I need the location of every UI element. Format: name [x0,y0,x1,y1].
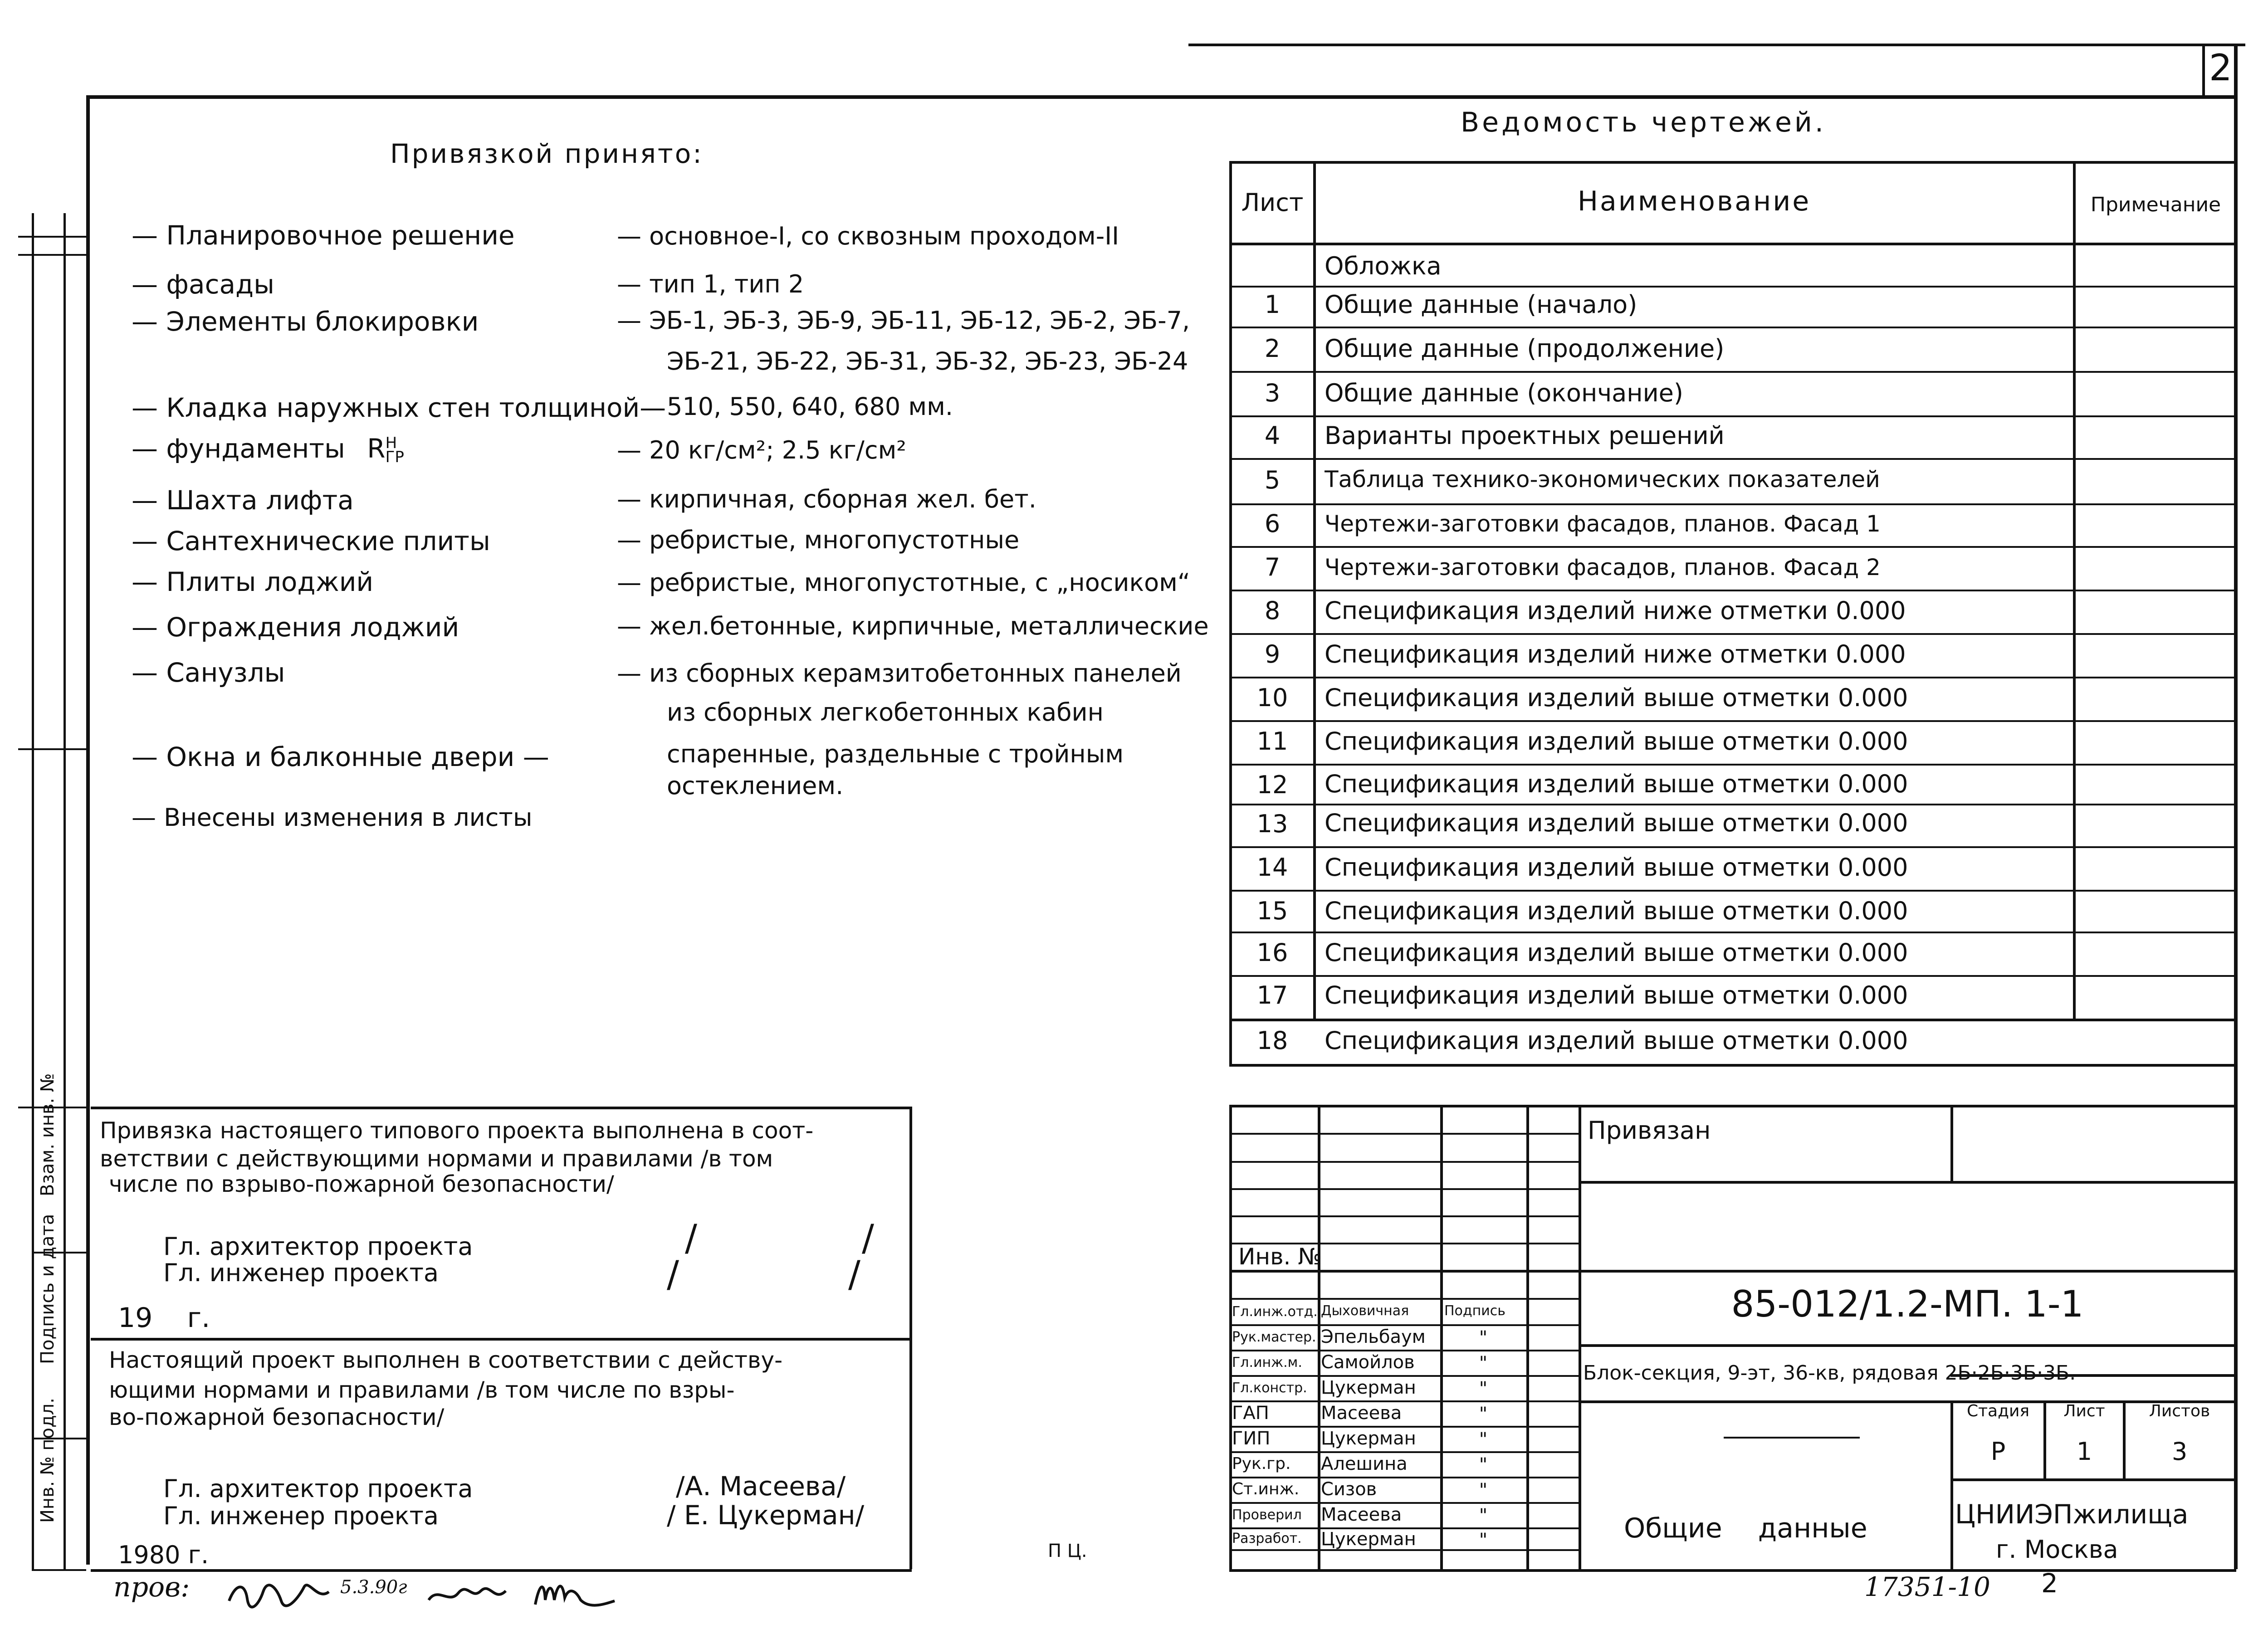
side-stamp-signature-date: Подпись и дата [37,1214,58,1364]
vedomost-row-number: 8 [1264,596,1281,625]
vedomost-row-number: 2 [1264,334,1281,363]
stamp-role: ГАП [1232,1403,1269,1424]
footer-checked-date: 5.3.90г [340,1577,407,1598]
binding-architect-label: Гл. архитектор проекта [163,1232,473,1261]
signature-controller [426,1573,617,1618]
vedomost-header-note: Примечание [2090,193,2221,216]
vedomost-row-name: Спецификация изделий ниже отметки 0.000 [1325,596,1906,625]
project-note-line: ющими нормами и правилами /в том числе по взры- [109,1377,735,1403]
footer-archive-number: 17351-10 [1864,1571,1990,1602]
binding-engineer-label: Гл. инженер проекта [163,1258,439,1287]
stamp-role: Проверил [1232,1507,1302,1523]
accepted-value: спаренные, раздельные с тройным [667,740,1124,768]
vedomost-header-name: Наименование [1577,185,1811,217]
accepted-label: — Внесены изменения в листы [132,803,533,832]
accepted-value: — ЭБ-1, ЭБ-3, ЭБ-9, ЭБ-11, ЭБ-12, ЭБ-2, ЭБ-7, [617,306,1190,335]
stamp-sign: " [1479,1530,1488,1551]
accepted-label: — фасады [132,269,274,300]
binding-slash: / [848,1253,860,1295]
vedomost-row-number: 15 [1256,897,1288,925]
stamp-stage-header: Стадия [1966,1402,2030,1420]
footer-mid-mark: П Ц. [1048,1541,1087,1561]
vedomost-row-number: 7 [1264,553,1281,581]
stamp-role: Гл.инж.м. [1232,1355,1302,1371]
project-engineer-name: / Е. Цукерман/ [667,1500,865,1531]
vedomost-row-number: 14 [1256,853,1288,882]
stamp-name: Цукерман [1321,1428,1416,1449]
stamp-name: Масеева [1321,1403,1402,1424]
binding-year: 19 г. [118,1302,210,1334]
vedomost-header-sheet: Лист [1241,188,1304,217]
vedomost-row-name: Спецификация изделий выше отметки 0.000 [1325,938,1908,967]
stamp-name: Дыховичная [1321,1303,1409,1319]
vedomost-row-name: Спецификация изделий выше отметки 0.000 [1325,897,1908,925]
vedomost-row-number: 3 [1264,379,1281,407]
binding-slash: / [667,1253,679,1295]
accepted-label: — Шахта лифта [132,485,354,516]
stamp-sign-header: Подпись [1444,1303,1505,1319]
stamp-stage: Р [1990,1437,2006,1466]
vedomost-row-name: Общие данные (продолжение) [1325,334,1725,363]
symbol-sub: ГР [385,448,404,466]
vedomost-row-number: 5 [1264,466,1281,494]
accepted-label: — Сантехнические плиты [132,526,490,556]
footer-checked: пров: [113,1571,190,1603]
vedomost-row-name: Спецификация изделий выше отметки 0.000 [1325,727,1908,756]
stamp-role: Рук.гр. [1232,1454,1291,1473]
stamp-sign: " [1479,1454,1488,1475]
accepted-value: — жел.бетонные, кирпичные, металлические [617,612,1209,640]
stamp-role: Рук.мастер. [1232,1329,1316,1345]
vedomost-row-number: 1 [1264,290,1281,319]
accepted-value-cont: остеклением. [667,771,844,800]
accepted-label: — Санузлы [132,657,285,688]
stamp-organization: ЦНИИЭПжилища [1955,1499,2189,1530]
project-note-line: во-пожарной безопасности/ [109,1404,445,1430]
vedomost-row-number: 10 [1256,683,1288,712]
accepted-value: — 20 кг/см²; 2.5 кг/см² [617,436,906,464]
accepted-title: Привязкой принято: [390,138,704,169]
vedomost-row-name: Спецификация изделий выше отметки 0.000 [1325,809,1908,837]
accepted-label: — Плиты лоджий [132,566,374,597]
vedomost-row-name: Спецификация изделий выше отметки 0.000 [1325,981,1908,1010]
stamp-name: Сизов [1321,1479,1377,1500]
project-note-line: Настоящий проект выполнен в соответствии с действу- [109,1347,783,1373]
accepted-value-cont: из сборных легкобетонных кабин [667,698,1104,727]
stamp-code: 85-012/1.2-МП. 1-1 [1731,1283,2084,1325]
stamp-sheet: 1 [2076,1437,2092,1466]
vedomost-row-name: Спецификация изделий выше отметки 0.000 [1325,1026,1908,1055]
footer-page: 2 [2041,1568,2058,1599]
accepted-value: — основное-I, со сквозным проходом-II [617,222,1119,250]
vedomost-row-name: Спецификация изделий выше отметки 0.000 [1325,683,1908,712]
vedomost-row-number: 17 [1256,981,1288,1010]
vedomost-row-name: Спецификация изделий выше отметки 0.000 [1325,853,1908,882]
vedomost-row-number: 12 [1256,771,1288,799]
vedomost-title: Ведомость чертежей. [1461,107,1826,138]
vedomost-row-name: Варианты проектных решений [1325,421,1725,450]
binding-slash: / [862,1217,874,1259]
accepted-label-text: — фундаменты [132,433,345,464]
accepted-value: — из сборных керамзитобетонных панелей [617,659,1182,688]
vedomost-row-number: 11 [1256,727,1288,756]
accepted-label [132,435,404,464]
stamp-bound-label: Привязан [1588,1116,1711,1145]
stamp-description: Блок-секция, 9-эт, 36-кв, рядовая 2Б·2Б·3Б·3Б. [1583,1361,2076,1385]
stamp-sheet-header: Лист [2063,1402,2105,1420]
stamp-role: ГИП [1232,1428,1271,1449]
stamp-sheets-header: Листов [2149,1402,2210,1420]
binding-note-line: ветствии с действующими нормами и правилами /в том [100,1146,773,1172]
accepted-label: — Планировочное решение [132,220,515,251]
accepted-value: — тип 1, тип 2 [617,270,804,298]
symbol-sup: Н [385,434,397,453]
accepted-label: — Кладка наружных стен толщиной— [132,392,666,423]
accepted-value: 510, 550, 640, 680 мм. [667,392,953,421]
vedomost-row-name: Обложка [1325,252,1442,280]
vedomost-row-name: Спецификация изделий ниже отметки 0.000 [1325,640,1906,668]
accepted-value: — ребристые, многопустотные, с „носиком“ [617,568,1190,597]
binding-note-line: числе по взрыво-пожарной безопасности/ [109,1171,614,1197]
vedomost-row-number: 16 [1256,938,1288,967]
stamp-sign: " [1479,1327,1488,1348]
vedomost-row-name: Общие данные (окончание) [1325,379,1683,407]
stamp-name: Цукерман [1321,1529,1416,1550]
accepted-value: — ребристые, многопустотные [617,526,1020,554]
stamp-sign: " [1479,1429,1488,1450]
accepted-label: — Элементы блокировки [132,306,479,337]
accepted-label: — Ограждения лоджий [132,612,459,643]
vedomost-row-number: 13 [1256,810,1288,838]
stamp-sign: " [1479,1353,1488,1374]
vedomost-row-name: Таблица технико-экономических показателей [1325,468,1880,491]
stamp-role: Гл.инж.отд. [1232,1304,1318,1320]
vedomost-row-number: 6 [1264,509,1281,538]
vedomost-row-number: 18 [1256,1026,1288,1055]
binding-slash: / [685,1217,697,1259]
stamp-sign: " [1479,1505,1488,1526]
stamp-sheets: 3 [2171,1437,2188,1466]
vedomost-row-number: 9 [1264,640,1281,668]
vedomost-row-name: Спецификация изделий выше отметки 0.000 [1325,770,1908,798]
stamp-name: Масеева [1321,1504,1402,1525]
signature-checker [227,1574,331,1614]
vedomost-row-name: Общие данные (начало) [1325,290,1637,319]
stamp-role: Гл.констр. [1232,1380,1307,1396]
stamp-role: Разработ. [1232,1531,1302,1546]
project-architect-label: Гл. архитектор проекта [163,1474,473,1503]
accepted-value-cont: ЭБ-21, ЭБ-22, ЭБ-31, ЭБ-32, ЭБ-23, ЭБ-24 [667,347,1188,376]
accepted-label-symbol: R Н ГР [367,433,404,466]
stamp-name: Цукерман [1321,1377,1416,1398]
stamp-inventory-label: Инв. № [1238,1244,1322,1270]
vedomost-row-name: Чертежи-заготовки фасадов, планов. Фасад 1 [1325,511,1881,537]
accepted-label: — Окна и балконные двери — [132,741,549,772]
stamp-sign: " [1479,1404,1488,1424]
vedomost-row-name: Чертежи-заготовки фасадов, планов. Фасад 2 [1325,554,1881,580]
stamp-city: г. Москва [1996,1535,2118,1564]
stamp-name: Алешина [1321,1454,1408,1474]
binding-note-line: Привязка настоящего типового проекта выполнена в соот- [100,1117,814,1144]
stamp-name: Эпельбаум [1321,1327,1426,1347]
project-engineer-label: Гл. инженер проекта [163,1502,439,1530]
project-year: 1980 г. [118,1541,209,1569]
stamp-name: Самойлов [1321,1352,1415,1373]
side-stamp-inventory: Инв. № подл. [37,1398,58,1523]
stamp-role: Ст.инж. [1232,1480,1300,1498]
project-architect-name: /А. Масеева/ [676,1471,846,1502]
stamp-doc-title: Общие данные [1624,1512,1867,1544]
stamp-sign: " [1479,1480,1488,1501]
accepted-value: — кирпичная, сборная жел. бет. [617,485,1036,513]
side-stamp-replacement: Взам. инв. № [37,1073,58,1196]
vedomost-row-number: 4 [1264,421,1281,450]
stamp-sign: " [1479,1378,1488,1399]
sheet-corner-number: 2 [2209,47,2232,89]
